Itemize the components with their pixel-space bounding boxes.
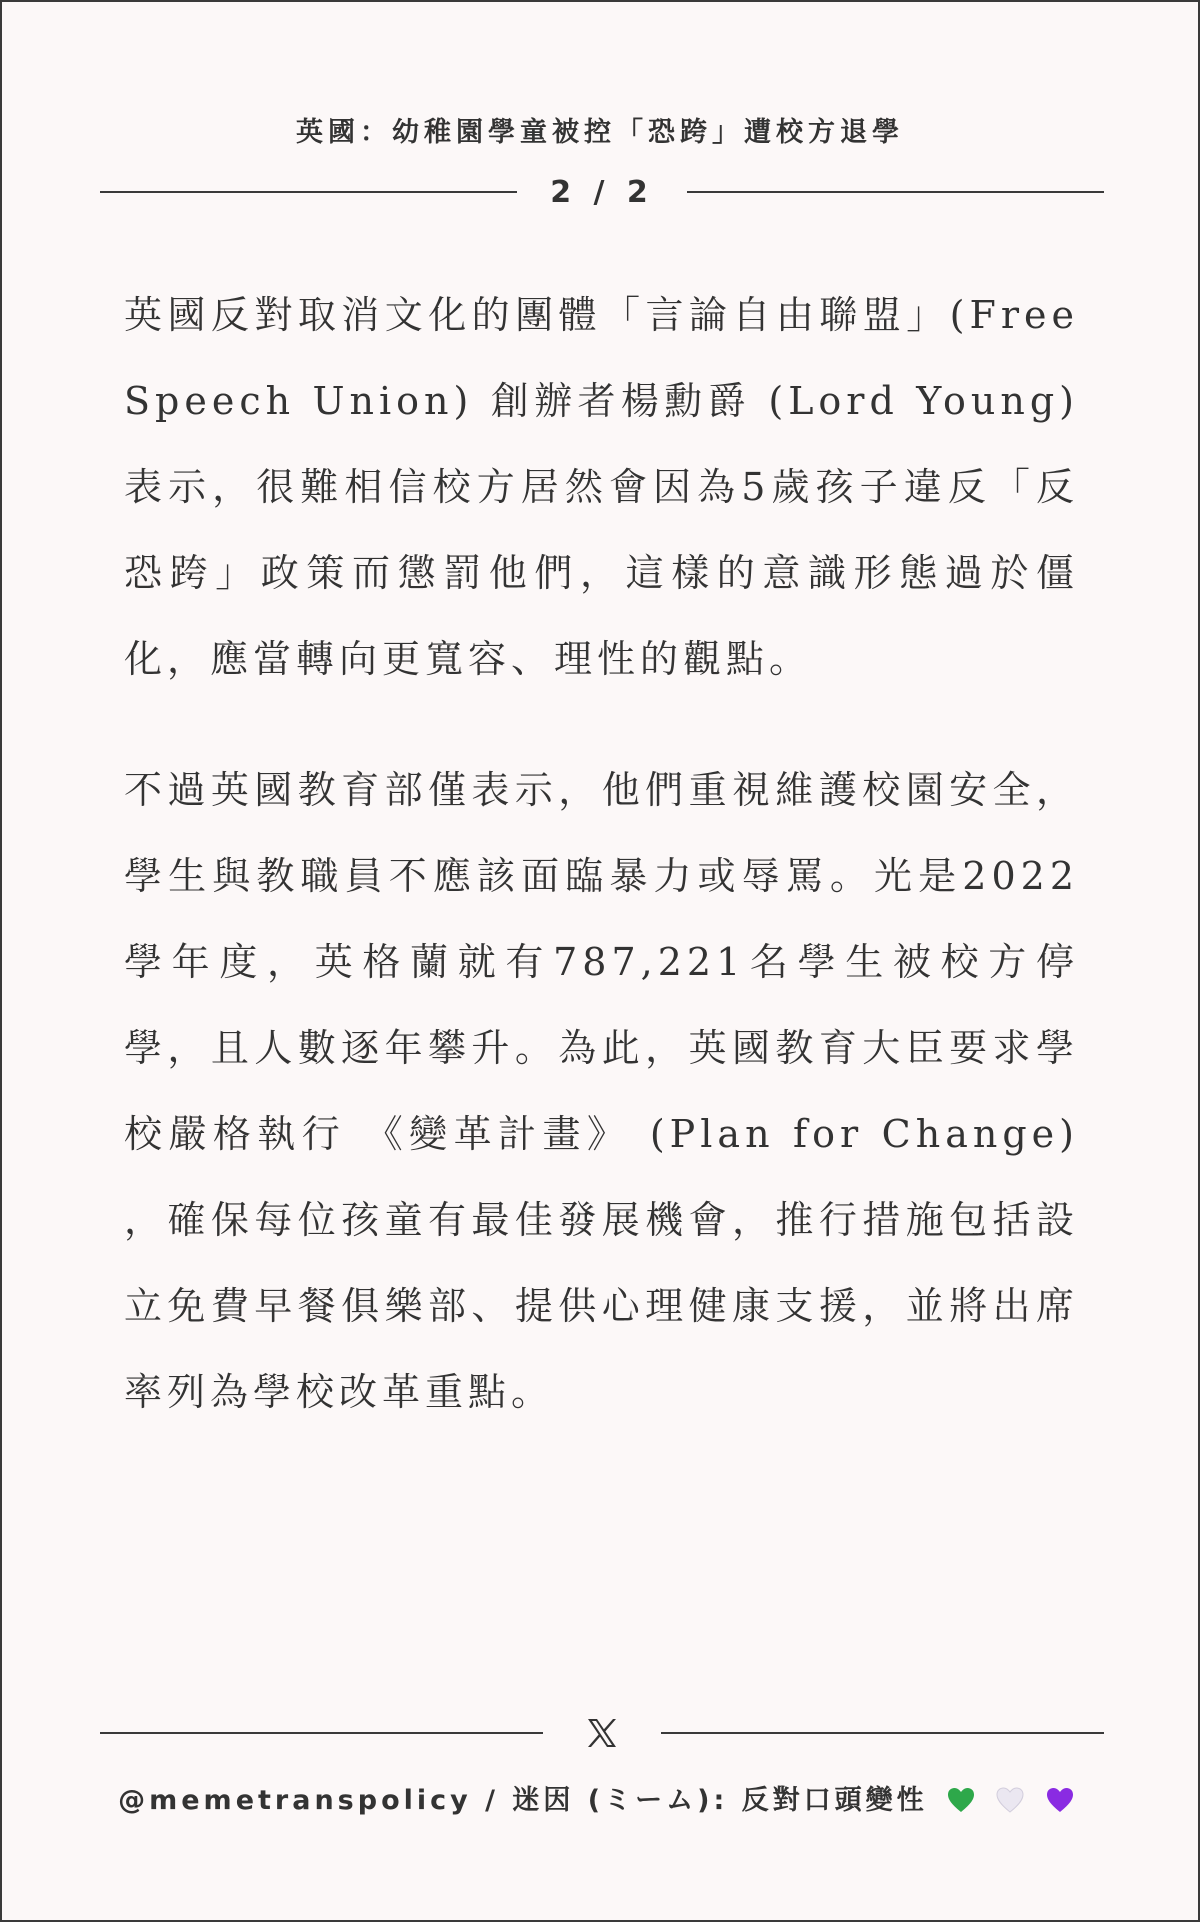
purple-heart-icon xyxy=(1046,1787,1074,1813)
hearts-group xyxy=(947,1787,1082,1820)
footer-divider xyxy=(100,1711,1104,1755)
divider-line-right xyxy=(661,1732,1104,1734)
white-heart-icon xyxy=(996,1787,1024,1813)
paragraph-2: 不過英國教育部僅表示，他們重視維護校園安全，學生與教職員不應該面臨暴力或辱罵。光是2022學年度，英格蘭就有787,221名學生被校方停學，且人數逐年攀升。為此，英國教育大臣要求學校嚴格執行 《變革計畫》 (Plan for Change) ，確保每位孩童有最佳發展機會，推行措施包括設立免費早餐俱樂部、提供心理健康支援，並將出席率列為學校改革重點。 xyxy=(124,768,1079,1414)
footer-attribution xyxy=(2,1778,1198,1820)
article-body xyxy=(124,272,1079,1480)
paragraph-1: 英國反對取消文化的團體「言論自由聯盟」(Free Speech Union) 創辦者楊勳爵 (Lord Young) 表示，很難相信校方居然會因為5歲孩子違反「反恐跨」政策而懲罰他們，這樣的意識形態過於僵化，應當轉向更寬容、理性的觀點。 xyxy=(124,293,1079,681)
divider-line-left xyxy=(100,1732,543,1734)
header-divider xyxy=(100,170,1104,214)
page-indicator: 2 / 2 xyxy=(550,174,654,210)
page-header-title: 英國：幼稚園學童被控「恐跨」遭校方退學 xyxy=(296,117,904,148)
attribution-text: @memetranspolicy / 迷因 (ミーム): 反對口頭變性 xyxy=(118,1785,928,1816)
divider-line-right xyxy=(687,191,1104,193)
green-heart-icon xyxy=(947,1787,975,1813)
x-logo-icon xyxy=(543,1716,661,1750)
divider-line-left xyxy=(100,191,517,193)
